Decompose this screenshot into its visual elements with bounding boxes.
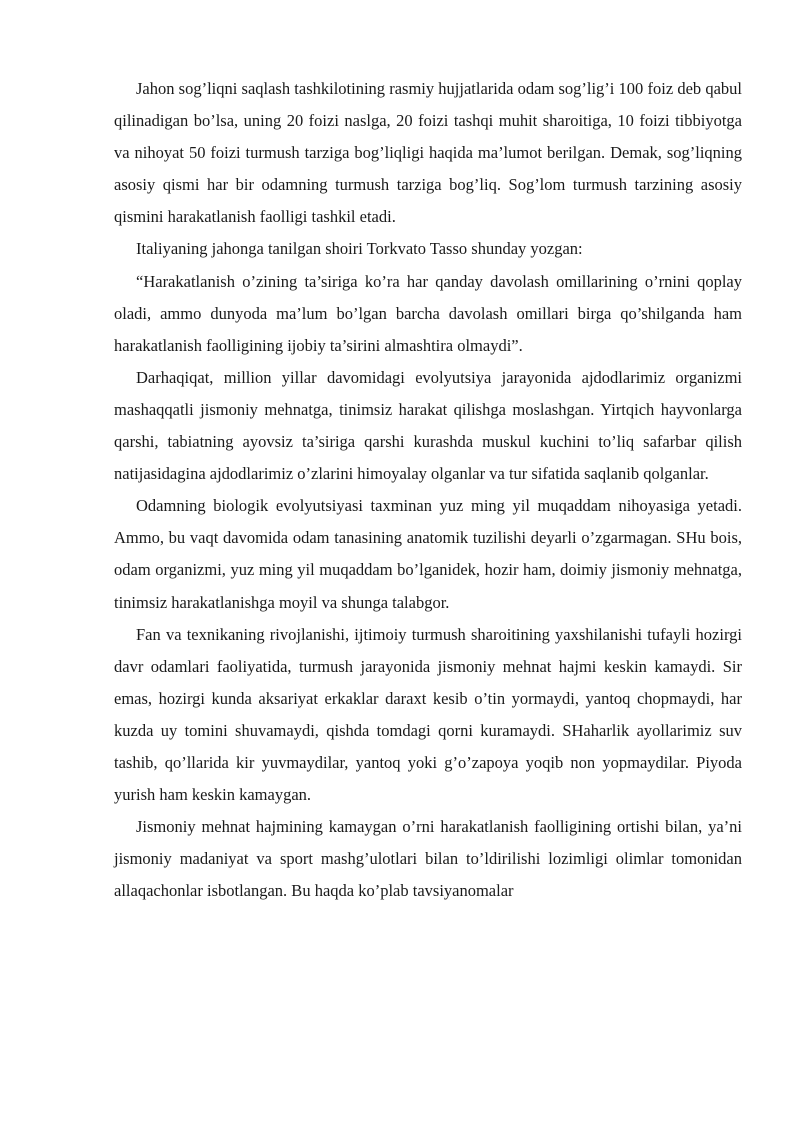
paragraph-technology-progress: Fan va texnikaning rivojlanishi, ijtimoiy turmush sharoitining yaxshilanishi tufayli hozirgi davr odamlari faoliyatida, turmush jarayonida jismoniy mehnat hajmi keskin kamaydi. Sir emas, hozirgi kunda aksariyat erkaklar daraxt kesib o’tin yormaydi, yantoq chopmaydi, har kuzda uy tomini shuvamaydi, qishda tomdagi qorni kuramaydi. SHaharlik ayollarimiz suv tashib, qo’llarida kir yuvmaydilar, yantoq yoki g’o’zapoya yoqib non yopmaydilar. Piyoda yurish ham keskin kamaygan. [114,624,742,805]
paragraph-tasso-intro: Italiyaning jahonga tanilgan shoiri Torkvato Tasso shunday yozgan: [136,239,583,259]
paragraph-physical-culture: Jismoniy mehnat hajmining kamaygan o’rni harakatlanish faolligining ortishi bilan, ya’ni jismoniy madaniyat va sport mashg’ulotlari bilan to’ldirilishi lozimligi olimlar tomonidan allaqachonlar isbotlangan. Bu haqda ko’plab tavsiyanomalar [114,817,742,901]
paragraph-evolution: Darhaqiqat, million yillar davomidagi evolyutsiya jarayonida ajdodlarimiz organizmi mashaqqatli jismoniy mehnatga, tinimsiz harakat qilishga moslashgan. Yirtqich hayvonlarga qarshi, tabiatning ayovsiz ta’siriga qarshi kurashda muskul kuchini to’liq safarbar qilish natijasidagina ajdodlarimiz o’zlarini himoyalay olganlar va tur sifatida saqlanib qolganlar. [114,367,742,484]
paragraph-biological-evolution: Odamning biologik evolyutsiyasi taxminan yuz ming yil muqaddam nihoyasiga yetadi. Ammo, bu vaqt davomida odam tanasining anatomik tuzilishi deyarli o’zgarmagan. SHu bois, odam organizmi, yuz ming yil muqaddam bo’lganidek, hozir ham, doimiy jismoniy mehnatga, tinimsiz harakatlanishga moyil va shunga talabgor. [114,496,742,612]
document-page [114,73,742,907]
paragraph-tasso-quote: “Harakatlanish o’zining ta’siriga ko’ra har qanday davolash omillarining o’rnini qoplay oladi, ammo dunyoda ma’lum bo’lgan barcha davolash omillari birga qo’shilganda ham harakatlanish faolligining ijobiy ta’sirini almashtira olmaydi”. [114,271,742,355]
paragraph-who-health-factors: Jahon sog’liqni saqlash tashkilotining rasmiy hujjatlarida odam sog’lig’i 100 foiz deb qabul qilinadigan bo’lsa, uning 20 foizi naslga, 20 foizi tashqi muhit sharoitiga, 10 foizi tibbiyotga va nihoyat 50 foizi turmush tarziga bog’liqligi haqida ma’lumot berilgan. Demak, sog’liqning asosiy qismi har bir odamning turmush tarziga bog’liq. Sog’lom turmush tarzining asosiy qismini harakatlanish faolligi tashkil etadi. [114,79,742,227]
